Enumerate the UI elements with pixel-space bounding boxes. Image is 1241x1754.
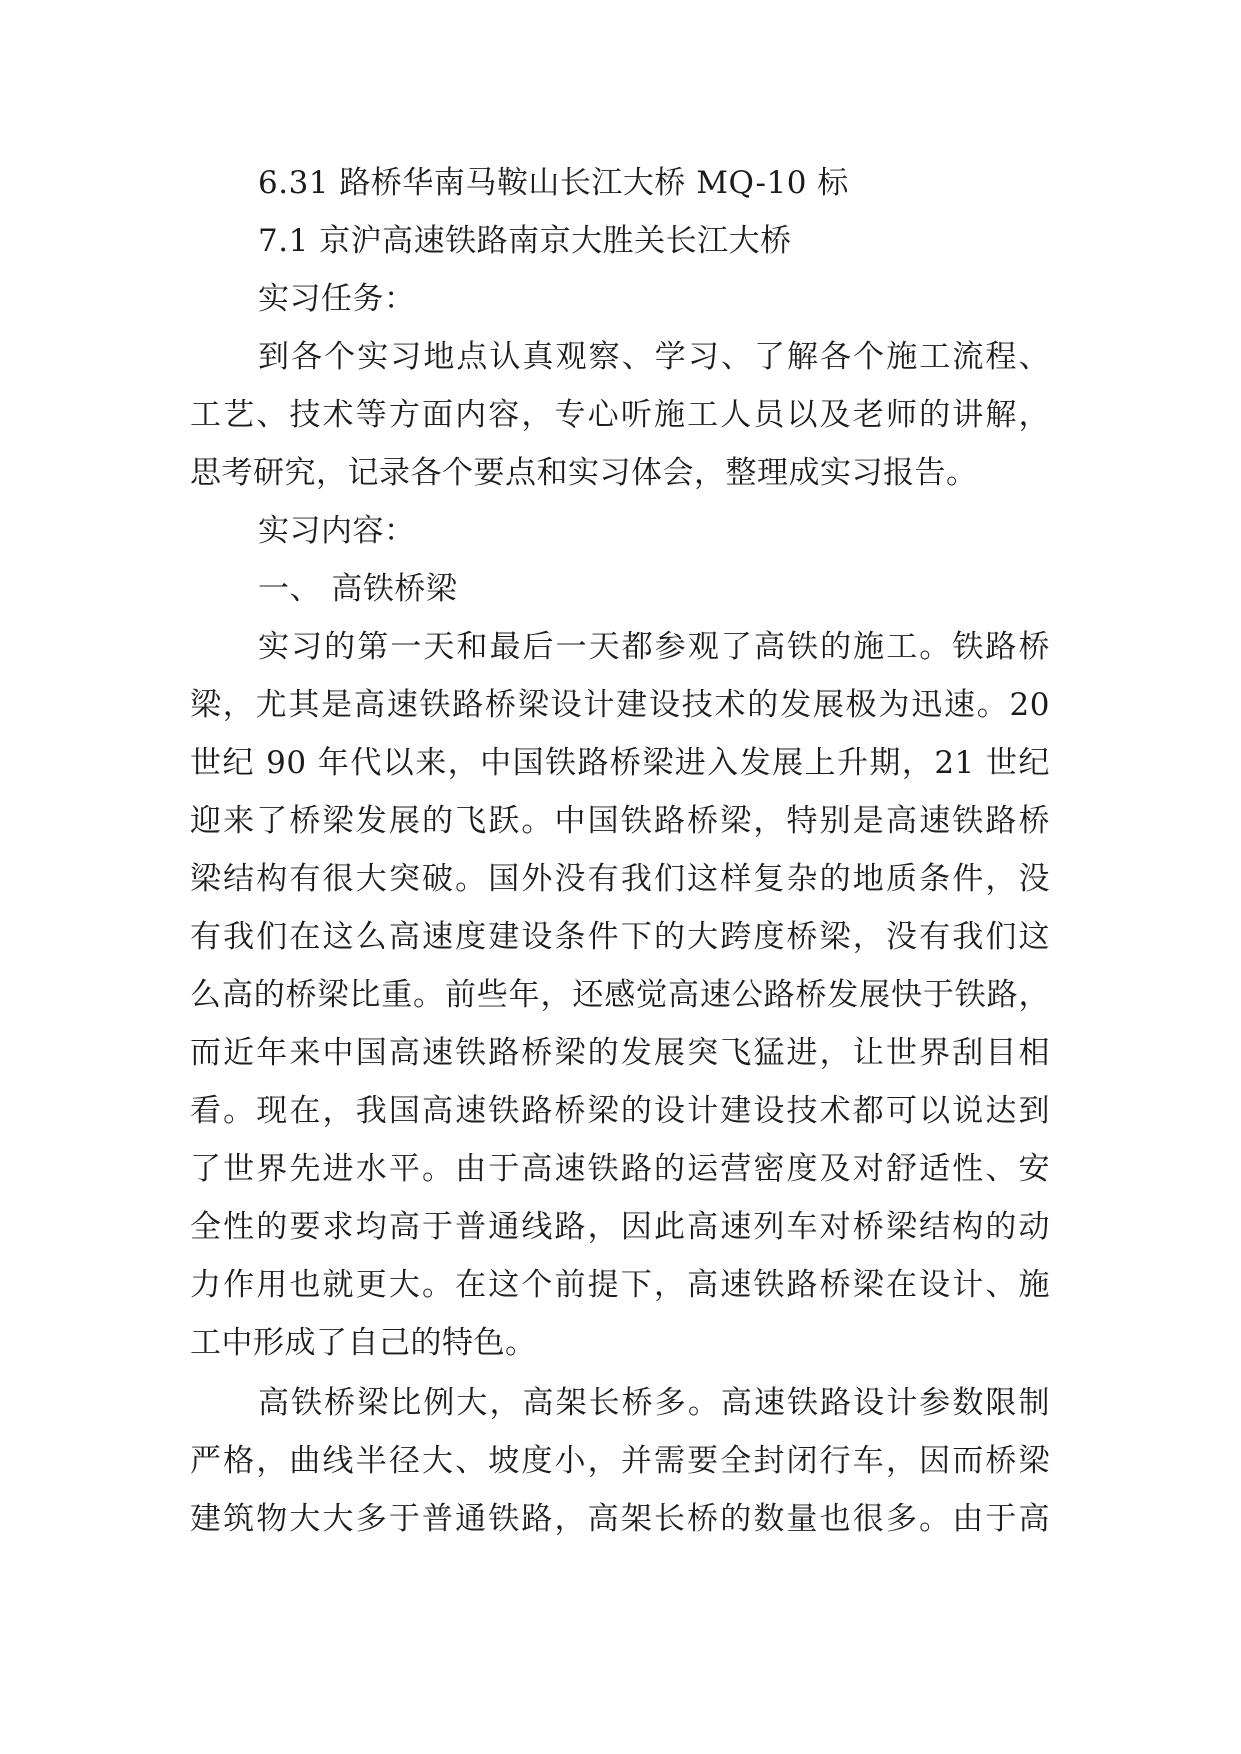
text-line: 严格，曲线半径大、坡度小，并需要全封闭行车，因而桥梁 — [190, 1443, 1050, 1479]
document-body — [190, 158, 1050, 1544]
text-line: 看。现在，我国高速铁路桥梁的设计建设技术都可以说达到 — [190, 1093, 1050, 1129]
text-line: 么高的桥梁比重。前些年，还感觉高速公路桥发展快于铁路， — [190, 977, 1050, 1013]
text-line: 工艺、技术等方面内容，专心听施工人员以及老师的讲解， — [190, 397, 1050, 433]
text-line: 工中形成了自己的特色。 — [190, 1325, 537, 1361]
text-line: 建筑物大大多于普通铁路，高架长桥的数量也很多。由于高 — [190, 1501, 1050, 1537]
schedule-item-6-31: 6.31 路桥华南马鞍山长江大桥 MQ-10 标 — [258, 165, 849, 201]
text-line: 思考研究，记录各个要点和实习体会，整理成实习报告。 — [190, 455, 978, 491]
text-line: 有我们在这么高速度建设条件下的大跨度桥梁，没有我们这 — [190, 919, 1050, 955]
section-heading-tasks: 实习任务： — [258, 281, 416, 317]
text-line: 而近年来中国高速铁路桥梁的发展突飞猛进，让世界刮目相 — [190, 1035, 1050, 1071]
text-line: 了世界先进水平。由于高速铁路的运营密度及对舒适性、安 — [190, 1151, 1050, 1187]
text-line: 迎来了桥梁发展的飞跃。中国铁路桥梁，特别是高速铁路桥 — [190, 803, 1050, 839]
text-line: 梁结构有很大突破。国外没有我们这样复杂的地质条件，没 — [190, 861, 1050, 897]
text-line: 到各个实习地点认真观察、学习、了解各个施工流程、 — [258, 339, 1050, 375]
text-line: 实习的第一天和最后一天都参观了高铁的施工。铁路桥 — [258, 629, 1050, 665]
text-line: 全性的要求均高于普通线路，因此高速列车对桥梁结构的动 — [190, 1209, 1050, 1245]
text-line: 梁，尤其是高速铁路桥梁设计建设技术的发展极为迅速。20 — [190, 687, 1050, 723]
schedule-item-7-1: 7.1 京沪高速铁路南京大胜关长江大桥 — [258, 223, 792, 259]
section-heading-content: 实习内容： — [258, 513, 416, 549]
text-line: 力作用也就更大。在这个前提下，高速铁路桥梁在设计、施 — [190, 1267, 1050, 1303]
text-line: 世纪 90 年代以来，中国铁路桥梁进入发展上升期，21 世纪 — [190, 745, 1050, 781]
subsection-heading: 一、 高铁桥梁 — [258, 571, 458, 607]
text-line: 高铁桥梁比例大，高架长桥多。高速铁路设计参数限制 — [258, 1385, 1050, 1421]
